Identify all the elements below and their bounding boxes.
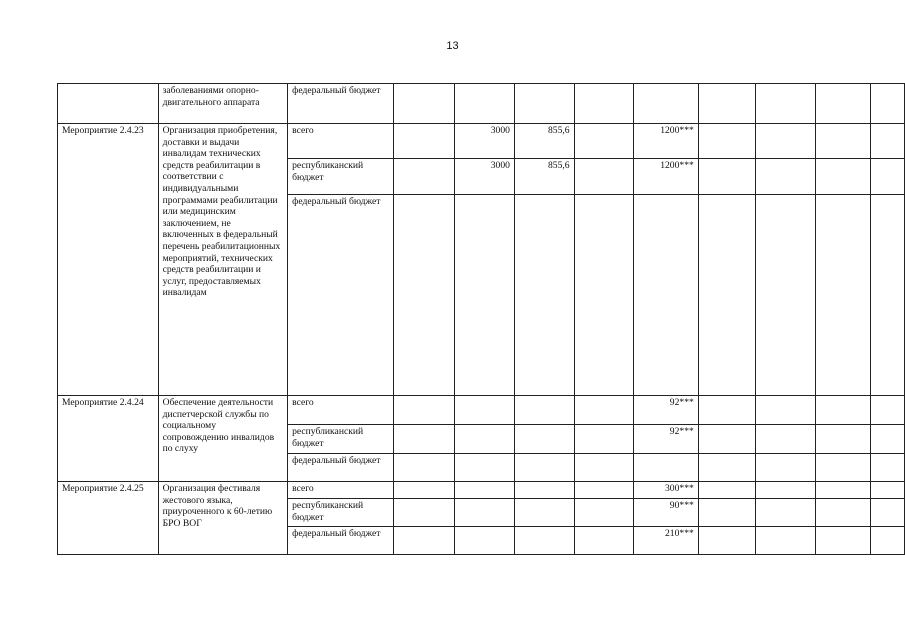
event-cell: Мероприятие 2.4.25 [58,482,159,555]
value-cell [574,454,633,482]
value-cell [393,159,454,195]
value-cell [756,482,815,499]
budget-source: федеральный бюджет [288,454,394,482]
value-cell [574,84,633,124]
value-cell [514,195,574,396]
event-title: Организация фестиваля жестового языка, приуроченного к 60-летию БРО ВОГ [158,482,288,555]
value-cell [815,499,870,527]
budget-source: федеральный бюджет [288,195,394,396]
value-cell [756,124,815,159]
value-cell [514,425,574,454]
value-cell [634,454,699,482]
value-cell [871,124,905,159]
value-cell: 3000 [455,159,515,195]
budget-source: республиканский бюджет [288,159,394,195]
value-cell [698,84,755,124]
value-cell [871,425,905,454]
value-cell [698,195,755,396]
value-cell [393,482,454,499]
value-cell [393,84,454,124]
value-cell [698,482,755,499]
budget-source: республиканский бюджет [288,425,394,454]
value-cell [756,499,815,527]
value-cell [455,84,515,124]
value-cell [574,425,633,454]
value-cell [871,159,905,195]
value-cell [574,124,633,159]
value-cell [393,396,454,425]
event-title: Организация приобретения, доставки и выдачи инвалидам технических средств реабилитации в соответствии с индивидуальными программами реабилитации или медицинским заключением, не включенных в федеральный перечень реабилитационных мероприятий, технических средств реабилитации и услуг, предоставляемых инвалидам [158,124,288,396]
value-cell: 90*** [634,499,699,527]
value-cell [815,482,870,499]
value-cell [815,527,870,555]
value-cell: 92*** [634,396,699,425]
value-cell: 855,6 [514,159,574,195]
value-cell [393,425,454,454]
event-title: заболеваниями опорно-двигательного аппарата [158,84,288,124]
value-cell [756,527,815,555]
budget-table [57,83,905,555]
value-cell [514,396,574,425]
value-cell [871,499,905,527]
value-cell [756,159,815,195]
value-cell [756,84,815,124]
budget-source: республиканский бюджет [288,499,394,527]
value-cell: 855,6 [514,124,574,159]
value-cell [393,454,454,482]
value-cell [574,159,633,195]
budget-source: всего [288,482,394,499]
event-cell [58,84,159,124]
value-cell [393,124,454,159]
value-cell [815,454,870,482]
value-cell [815,425,870,454]
value-cell [756,454,815,482]
value-cell [756,396,815,425]
value-cell [634,195,699,396]
value-cell [574,527,633,555]
table-row [58,482,905,499]
event-cell: Мероприятие 2.4.23 [58,124,159,396]
value-cell [698,396,755,425]
value-cell [514,482,574,499]
value-cell [574,195,633,396]
table-row [58,124,905,159]
budget-source: федеральный бюджет [288,84,394,124]
value-cell [756,425,815,454]
value-cell [455,527,515,555]
value-cell [698,159,755,195]
value-cell [455,482,515,499]
value-cell [393,195,454,396]
value-cell [815,195,870,396]
value-cell [574,482,633,499]
table-row [58,396,905,425]
value-cell: 92*** [634,425,699,454]
value-cell [698,527,755,555]
table-row [58,84,905,124]
value-cell [871,396,905,425]
value-cell [455,195,515,396]
value-cell [698,499,755,527]
value-cell [871,482,905,499]
budget-source: федеральный бюджет [288,527,394,555]
budget-source: всего [288,124,394,159]
value-cell [634,84,699,124]
value-cell [756,195,815,396]
value-cell [455,454,515,482]
value-cell [574,396,633,425]
value-cell [698,454,755,482]
budget-source: всего [288,396,394,425]
value-cell [455,499,515,527]
value-cell [393,527,454,555]
event-title: Обеспечение деятельности диспетчерской службы по социальному сопровождению инвалидов по слуху [158,396,288,482]
value-cell: 300*** [634,482,699,499]
value-cell: 1200*** [634,124,699,159]
value-cell [514,499,574,527]
value-cell [514,527,574,555]
page-number: 13 [446,40,459,52]
value-cell [514,84,574,124]
value-cell [815,124,870,159]
value-cell [455,425,515,454]
value-cell [871,454,905,482]
value-cell [871,527,905,555]
value-cell [393,499,454,527]
value-cell [455,396,515,425]
event-cell: Мероприятие 2.4.24 [58,396,159,482]
value-cell [815,159,870,195]
value-cell [514,454,574,482]
value-cell [815,396,870,425]
value-cell [574,499,633,527]
value-cell [871,84,905,124]
value-cell: 1200*** [634,159,699,195]
value-cell: 210*** [634,527,699,555]
value-cell [815,84,870,124]
value-cell: 3000 [455,124,515,159]
value-cell [698,124,755,159]
value-cell [698,425,755,454]
value-cell [871,195,905,396]
